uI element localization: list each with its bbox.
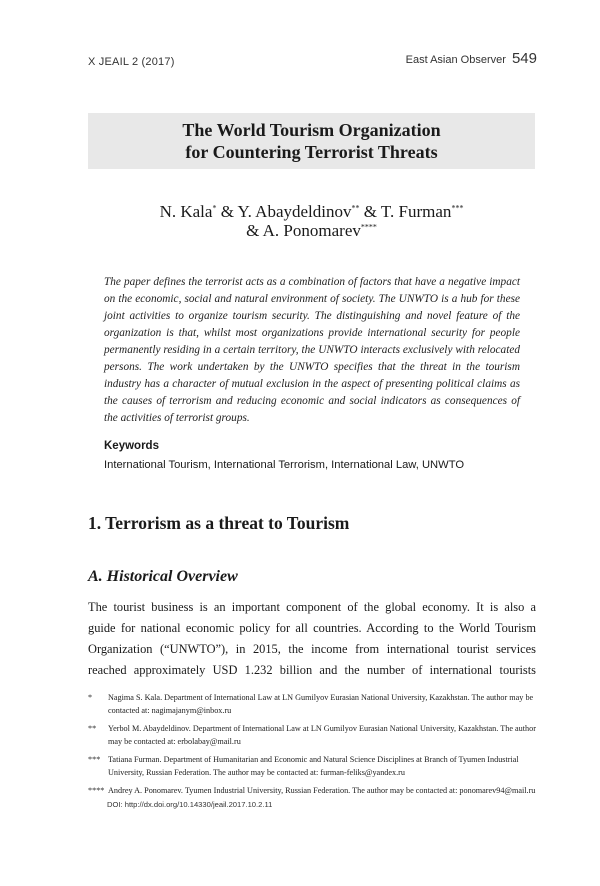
footnote-mark: **** (88, 786, 105, 795)
footnote-text: Andrey A. Ponomarev. Tyumen Industrial University, Russian Federation. The author may be contacted at: ponomarev94@mail.ru (108, 786, 536, 795)
author-mark: * (212, 203, 217, 213)
footnote-mark: * (88, 693, 93, 702)
author-mark: *** (451, 203, 464, 213)
author-separator: & (246, 221, 263, 240)
body-line: Organization (“UNWTO”), in 2015, the income from international tourist services (88, 642, 536, 656)
body-line: guide for national economic policy for all countries. According to the World Tourism (88, 621, 536, 635)
body-paragraph (88, 597, 536, 681)
footnote-text: Yerbol M. Abaydeldinov. Department of International Law at LN Gumilyov Eurasian National University, Kazakhstan. The author may be contacted at: erbolabay@mail.ru (108, 724, 536, 746)
footnote-text: Tatiana Furman. Department of Humanitarian and Economic and Natural Science Disciplines at Branch of Tyumen Industrial University, Russian Federation. The author may be contacted at: furman-feliks@yandex.ru (108, 755, 519, 777)
author-list (88, 202, 535, 240)
title-box (88, 113, 535, 169)
doi-link[interactable]: DOI: http://dx.doi.org/10.14330/jeail.2017.10.2.11 (107, 800, 273, 809)
keywords-list: International Tourism, International Terrorism, International Law, UNWTO (104, 459, 465, 471)
keywords-heading: Keywords (104, 440, 159, 452)
body-line: reached approximately USD 1.232 billion and the number of international tourists (88, 663, 536, 677)
author-mark: **** (360, 222, 377, 232)
footnote-mark: *** (88, 755, 101, 764)
footnote (88, 723, 540, 748)
journal-name: East Asian Observer (405, 54, 506, 66)
page-number: 549 (511, 50, 537, 67)
author-name: N. Kala (159, 202, 213, 221)
footnote-mark: ** (88, 724, 97, 733)
footnote (88, 754, 540, 779)
author-line-1 (88, 202, 535, 221)
footnote (88, 785, 540, 798)
section-heading: 1. Terrorism as a threat to Tourism (88, 513, 350, 533)
body-line: The tourist business is an important component of the global economy. It is also a (88, 600, 536, 614)
footnotes (88, 692, 540, 804)
author-name: T. Furman (380, 202, 452, 221)
author-separator: & (216, 202, 238, 221)
author-mark: ** (351, 203, 360, 213)
author-name: A. Ponomarev (262, 221, 361, 240)
footnote-text: Nagima S. Kala. Department of International Law at LN Gumilyov Eurasian National University, Kazakhstan. The author may be contacted at: nagimajanym@inbox.ru (108, 693, 534, 715)
title-line-2: for Countering Terrorist Threats (185, 142, 438, 162)
header-volume: X JEAIL 2 (2017) (88, 56, 175, 68)
running-header (88, 50, 537, 74)
title-line-1: The World Tourism Organization (182, 120, 441, 140)
author-name: Y. Abaydeldinov (237, 202, 352, 221)
subsection-heading: A. Historical Overview (88, 568, 238, 585)
abstract: The paper defines the terrorist acts as a combination of factors that have a negative impact on the economic, social and natural environment of society. The UNWTO is a hub for these joint activities to organize tourism security. The distinguishing and novel feature of the organization is that, whilst most organizations provide international security for people permanently residing in a certain territory, the UNWTO interacts exclusively with relocated persons. The work undertaken by the UNWTO specifies that the threat in the tourism industry has a character of mutual exclusion in the aspect of presenting political claims as the causes of terrorism and reducing economic and social indicators as consequences of the activities of terrorist groups. (104, 276, 520, 424)
author-separator: & (359, 202, 381, 221)
footnote (88, 692, 540, 717)
header-journal (406, 50, 537, 67)
author-line-2 (88, 221, 535, 240)
